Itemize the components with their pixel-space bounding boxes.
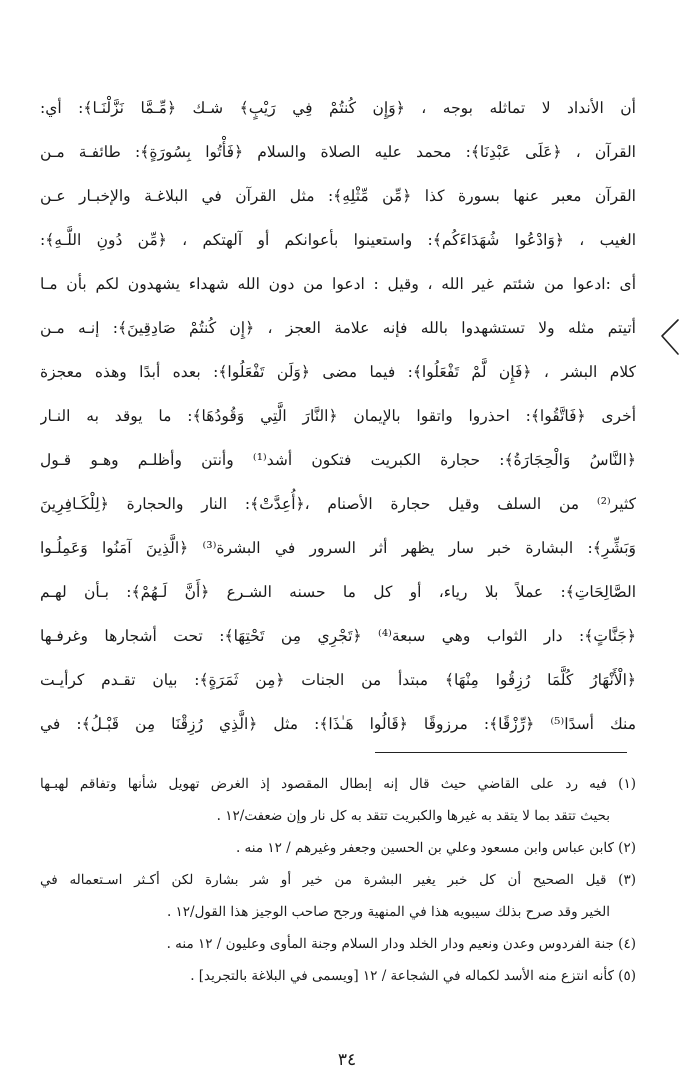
footnotes [40,768,636,992]
body-line: القرآن ، ﴿عَلَى عَبْدِنَا﴾: محمد عليه الصلاة والسلام ﴿فَأْتُوا بِسُورَةٍ﴾: طائفـة مـن [40,143,636,161]
body-line: منك أسدًا⁽⁵⁾ ﴿رِّزْقًا﴾: مرزوقًا ﴿قَالُوا هَـٰذَا﴾: مثل ﴿الَّذِي رُزِقْنَا مِن قَبْـلُ﴾: في [40,715,636,733]
body-line: ﴿جَنَّاتٍ﴾: دار الثواب وهي سبعة⁽⁴⁾ ﴿تَجْرِي مِن تَحْتِهَا﴾: تحت أشجارها وغرفـها [40,627,636,645]
body-line: أتيتم مثله ولا تستشهدوا بالله فإنه علامة العجز ، ﴿إِن كُنتُمْ صَادِقِينَ﴾: إنـه مـن [40,319,636,337]
footnote-line: (٢) كابن عباس وابن مسعود وعلي بن الحسين وجعفر وغيرهم / ١٢ منه . [235,840,636,856]
body-line: أخرى ﴿فَاتَّقُوا﴾: احذروا واتقوا بالإيمان ﴿النَّارَ الَّتِي وَقُودُهَا﴾: ما يوقد به النـار [40,407,636,425]
body-line: الصَّالِحَاتِ﴾: عملاً بلا رياء، أو كل ما حسنه الشـرع ﴿أَنَّ لَـهُمْ﴾: بـأن لهـم [40,583,636,601]
body-line: ﴿النَّاسُ وَالْحِجَارَةُ﴾: حجارة الكبريت فتكون أشد⁽¹⁾ وأنتن وأظلـم وهـو قـول [40,451,636,469]
footnote-line: الخير وقد صرح بذلك سيبويه هذا في المنهية ورجح صاحب الوجيز هذا القول/١٢ . [166,904,610,920]
footnote-line: (٤) جنة الفردوس وعدن ونعيم ودار الخلد ودار السلام وجنة المأوى وعليون / ١٢ منه . [166,936,636,952]
body-line: الغيب ، ﴿وَادْعُوا شُهَدَاءَكُم﴾: واستعينوا بأعوانكم أو آلهتكم ، ﴿مِّن دُونِ اللَّـهِ﴾: [40,231,636,249]
body-line: القرآن معبر عنها بسورة كذا ﴿مِّن مِّثْلِهِ﴾: مثل القرآن في البلاغـة والإخبـار عـن [40,187,636,205]
body-text [40,86,636,746]
body-line: كلام البشر ، ﴿فَإِن لَّمْ تَفْعَلُوا﴾: فيما مضى ﴿وَلَن تَفْعَلُوا﴾: بعده أبدًا وهذه معجزة [40,363,636,381]
body-line: أى :ادعوا من شئتم غير الله ، وقيل : ادعوا من دون الله شهداء يشهدون لكم بأن مـا [40,275,636,293]
body-line: كثير⁽²⁾ من السلف وقيل حجارة الأصنام ،﴿أُعِدَّتْ﴾: النار والحجارة ﴿لِلْكَـافِرِينَ [40,495,636,513]
footnote-line: (٣) قيل الصحيح أن كل خبر يغير البشرة من خير أو شر بشارة لكن أكـثر اسـتعماله في [40,872,636,888]
body-line: وَبَشِّرِ﴾: البشارة خبر سار يظهر أثر السرور في البشرة⁽³⁾ ﴿الَّذِينَ آمَنُوا وَعَمِلُـوا [40,539,636,557]
footnote-line: بحيث تتقد بما لا يتقد به غيرها والكبريت تتقد به كل نار وإن ضعفت/١٢ . [216,808,610,824]
page-number: ٣٤ [337,1050,357,1070]
body-line: أن الأنداد لا تماثله بوجه ، ﴿وَإِن كُنتُمْ فِي رَيْبٍ﴾ شـك ﴿مِّـمَّا نَزَّلْنَـا﴾: أي: [40,99,636,117]
footnote-line: (١) فيه رد على القاضي حيث قال إنه إبطال المقصود إذ الغرض تهويل شأنها وتفاقم لهبـها [40,776,636,792]
footnote-line: (٥) كأنه انتزع منه الأسد لكماله في الشجاعة / ١٢ [ويسمى في البلاغة بالتجريد] . [190,968,636,984]
body-line: ﴿الْأَنْهَارُ كُلَّمَا رُزِقُوا مِنْهَا﴾ مبتدأ من الجنات ﴿مِن ثَمَرَةٍ﴾: بيان تقـدم كرأيـت [40,671,636,689]
footnote-divider [375,752,627,753]
bracket-mark-icon [656,314,682,362]
